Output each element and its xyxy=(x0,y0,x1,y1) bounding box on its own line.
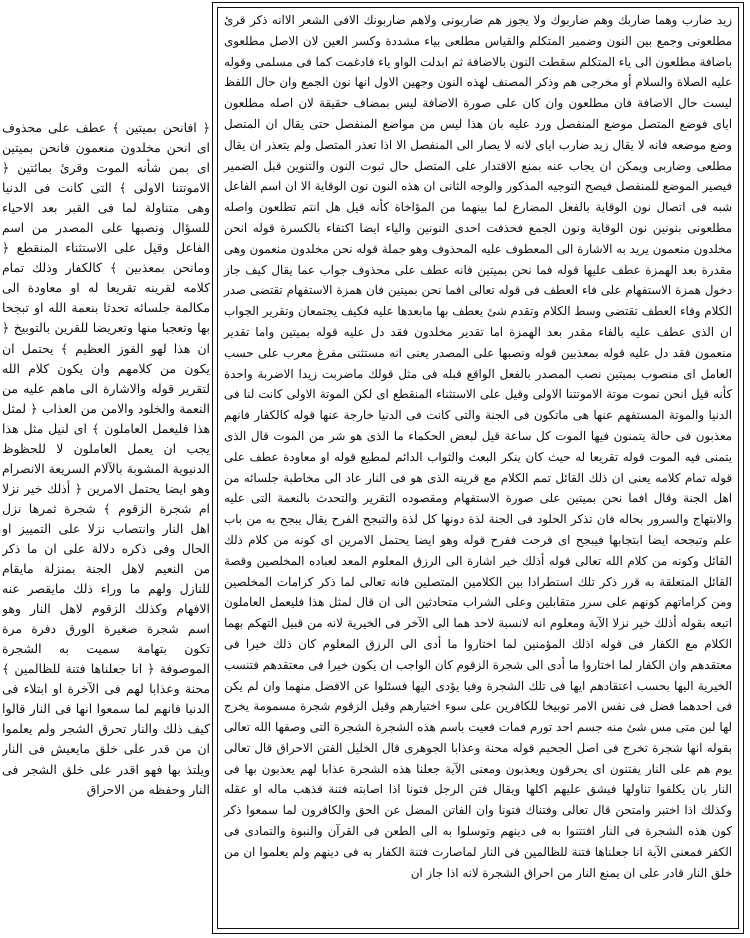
margin-commentary xyxy=(2,118,210,818)
main-text-frame xyxy=(212,2,744,934)
margin-text: ﴿ افانحن بميتين ﴾ عطف على محذوف اى انحن مخلدون منعمون فانحن بميتين اى بمن شأنه الموت وقرئ بمائتين ﴿ الاموتتنا الاولى ﴾ التى كانت فى الدنيا وهى متناولة لما فى القبر بعد الاحياء للسؤال ونصبها على المصدر من اسم الفاعل وقيل على الاستثناء المنقطع ﴿ ومانحن بمعذبين ﴾ كالكفار وذلك تمام كلامه لقرينه تقريعا له او معاودة الى مكالمة جلسائه تحدثا بنعمة الله او تبجحا بها وتعجبا منها وتعريضا للقرين بالتوبيخ ﴿ ان هذا لهو الفوز العظيم ﴾ يحتمل ان يكون من كلامهم وان يكون كلام الله لتقرير قوله والاشارة الى ماهم عليه من النعمة والخلود والامن من العذاب ﴿ لمثل هذا فليعمل العاملون ﴾ اى لنيل مثل هذا يجب ان يعمل العاملون لا للحظوظ الدنيوية المشوبة بالآلام السريعة الانصرام وهو ايضا يحتمل الامرين ﴿ أذلك خير نزلا ام شجرة الزقوم ﴾ شجرة ثمرها نزل اهل النار وانتصاب نزلا على التمييز او الحال وفى ذكره دلالة على ان ما ذكر من النعيم لاهل الجنة بمنزلة مايقام للنازل ولهم ما وراء ذلك مايقصر عنه الافهام وكذلك الزقوم لاهل النار وهو اسم شجرة صغيرة الورق دفرة مرة تكون بتهامة سميت به الشجرة الموصوفة ﴿ انا جعلناها فتنة للظالمين ﴾ محنة وعذابا لهم فى الآخرة او ابتلاء فى الدنيا فانهم لما سمعوا انها فى النار قالوا كيف ذلك والنار تحرق الشجر ولم يعلموا ان من قدر على خلق مايعيش فى النار ويلتذ بها فهو اقدر على خلق الشجر فى النار وحفظه من الاحراق xyxy=(2,120,210,797)
main-text-inner-frame xyxy=(217,7,739,929)
main-text: زيد ضارب وهما ضاربك وهم ضاربوك ولا يجوز هم ضاربونى ولاهم ضاربونك الافى الشعر الاانه ذكر قرئ مطلعونى وجمع بين النون وضمير المتكلم والقياس مطلعى بياء مشددة وكسر العين لان الاصل مطلعوى باضافة مطلعون الى ياء المتكلم سقطت النون بالاضافة ثم ابدلت الواو ياء فادغمت كما فى مسلمى وقوله عليه الصلاة والسلام أو مخرجى هم وذكر المصنف لهذه النون وجهين الاول انها نون الجمع وان حال اللفظ ليست حال الاضافة فان مطلعون وان كان على صورة الاضافة ليس بمضاف حقيقة لان اصله مطلعون اياى فوضع المتصل موضع المنفصل ورد عليه بان هذا ليس من مواضع المنفصل حتى يقال ان المتصل وضع موضعه فانه لا يقال زيد ضارب اياى لانه لا يصار الى المنفصل الا اذا تعذر المتصل ولم يتعذر ان يقال مطلعى وضاربى ويمكن ان يجاب عنه بمنع الاقتدار على المتصل حال ثبوت النون والتنوين قبل الضمير فيصير الموضع للمنفصل فيصح التوجيه المذكور والوجه الثانى ان هذه النون نون الوقاية الا ان اسم الفاعل شبه فى اتصال نون الوقاية بالفعل المضارع لما بينهما من المؤاخاة كأنه قيل هل انتم تطلعون واصله مطلعونى بنونين نون الوقاية ونون الجمع فحذفت احدى النونين والياء ايضا اكتفاء بالكسرة قوله انحن مخلدون منعمون يريد به الاشارة الى المعطوف عليه المحذوف وهو جملة قوله نحن مخلدون منعمون وهى مقدرة بعد الهمزة عطف عليها قوله فما نحن بميتين فانه عطف على محذوف جواب عما يقال كيف جاز دخول همزة الاستفهام على فاء العطف فى قوله تعالى افما نحن بميتين فان همزة الاستفهام تقتضى صدر الكلام وفاء العطف تقتضى وسط الكلام وتقدم شئ يعطف بها مابعدها عليه فكيف يجتمعان وتقرير الجواب ان الذى عطف عليه بالفاء مقدر بعد الهمزة اما تقدير مخلدون فقد دل عليه قوله بميتين واما تقدير منعمون فقد دل عليه قوله بمعذبين قوله ونصبها على المصدر يعنى انه مستثنى مفرغ معرب على حسب العامل اى منصوب بميتين نصب المصدر بالفعل الواقع قبله فى مثل قولك ماضربت زيدا الاضربة واحدة كأنه قيل انحن نموت موتة الاموتتنا الاولى وقيل على الاستثناء المنقطع اى لكن الموتة الاولى كانت لنا فى الدنيا والموتة المستفهم عنها هى ماتكون فى الجنة والتى كانت فى الدنيا خارجة عنها قوله كالكفار فانهم معذبون فى حالة يتمنون فيها الموت كل ساعة قيل لبعض الحكماء ما الذى هو شر من الموت قال الذى يتمنى فيه الموت قوله تقريعا له حيث كان ينكر البعث والثواب الدائم لمطيع قوله او معاودة عطف على قوله تمام كلامه يعنى ان ذلك القائل تمم الكلام مع قرينه الذى هو فى النار عاد الى مخاطبة جلسائه من اهل الجنة وقال افما نحن بميتين على صورة الاستفهام ومقصوده التقرير والتحدث بالنعمة التى عليه والابتهاج والسرور بحاله فان تذكر الحلود فى الجنة لذة دونها كل لذة والتبجح الفرح يقال يبجح به من باب علم وتبجحه ايضا ابتجابها فيبجح اى فرحت ففرح قوله وهو ايضا يحتمل الامرين اى كونه من كلام ذلك القائل وكونه من كلام الله تعالى قوله أذلك خير اشارة الى الرزق المعلوم المعد لعباده المخلصين وقصة القائل المتعلقة به قرر ذكر تلك استطرادا بين الكلامين المتصلين فانه تعالى لما ذكر كرامات المخلصين ومن كراماتهم كونهم على سرر متقابلين وعلى الشراب متحادثين الى ان قال لمثل هذا فليعمل العاملون اتبعه بقوله أذلك خير نزلا الآية ومعلوم انه لانسبة لاحد هما الى الآخر فى الخيرية لانه من قبيل التهكم بهما الكلام مع الكفار فى قوله اذلك المؤمنين لما اختاروا ما أدى الى الرزق المعلوم كان ذلك خيرا فى معتقدهم وان الكفار لما اختاروا ما أدى الى شجرة الزقوم كان الواجب ان يكون خيرا فى معتقدهم فتنسب الخيرية اليها بحسب اعتقادهم ايها فى تلك الشجرة وفيا يؤدى اليها فسئلوا عن الافضل منهما وان لم يكن فى احدهما فضل فى نفس الامر توبيخا للكافرين على سوء اختيارهم وقيل الزقوم شجرة مسمومة يخرج لها لبن متى مس شئ منه جسم احد تورم فمات فعيت باسم هذه الشجرة الشجرة التى وصفها الله تعالى بقوله انها شجرة تخرج فى اصل الجحيم قوله محنة وعذابا الجوهرى قال الخليل الفتن الاحراق قال تعالى يوم هم على النار يفتنون اى يحرقون ويعذبون ومعنى الآية جعلنا هذه الشجرة عذابا لهم يعذبون بها فى النار بان يكلفوا تناولها فيشق عليهم اكلها ويقال فتن الرجل فتونا اذا اصابته فتنة فذهب ماله او عقله وكذلك اذا اختبر وامتحن قال تعالى وفتناك فتونا وان الفاتن المضل عن الحق والكافرون لما سمعوا ذكر كون هذه الشجرة فى النار افتتنوا به فى دينهم وتوسلوا به الى الطعن فى القرآن والنبوة والتمادى فى الكفر فمعنى الآية انا جعلناها فتنة للظالمين فى النار لماصارت فتنة الكفار به فى دينهم ولم يعلموا ان من خلق النار قادر على ان يمنع النار من احراق الشجرة لانه اذا جاز ان xyxy=(224,13,732,880)
